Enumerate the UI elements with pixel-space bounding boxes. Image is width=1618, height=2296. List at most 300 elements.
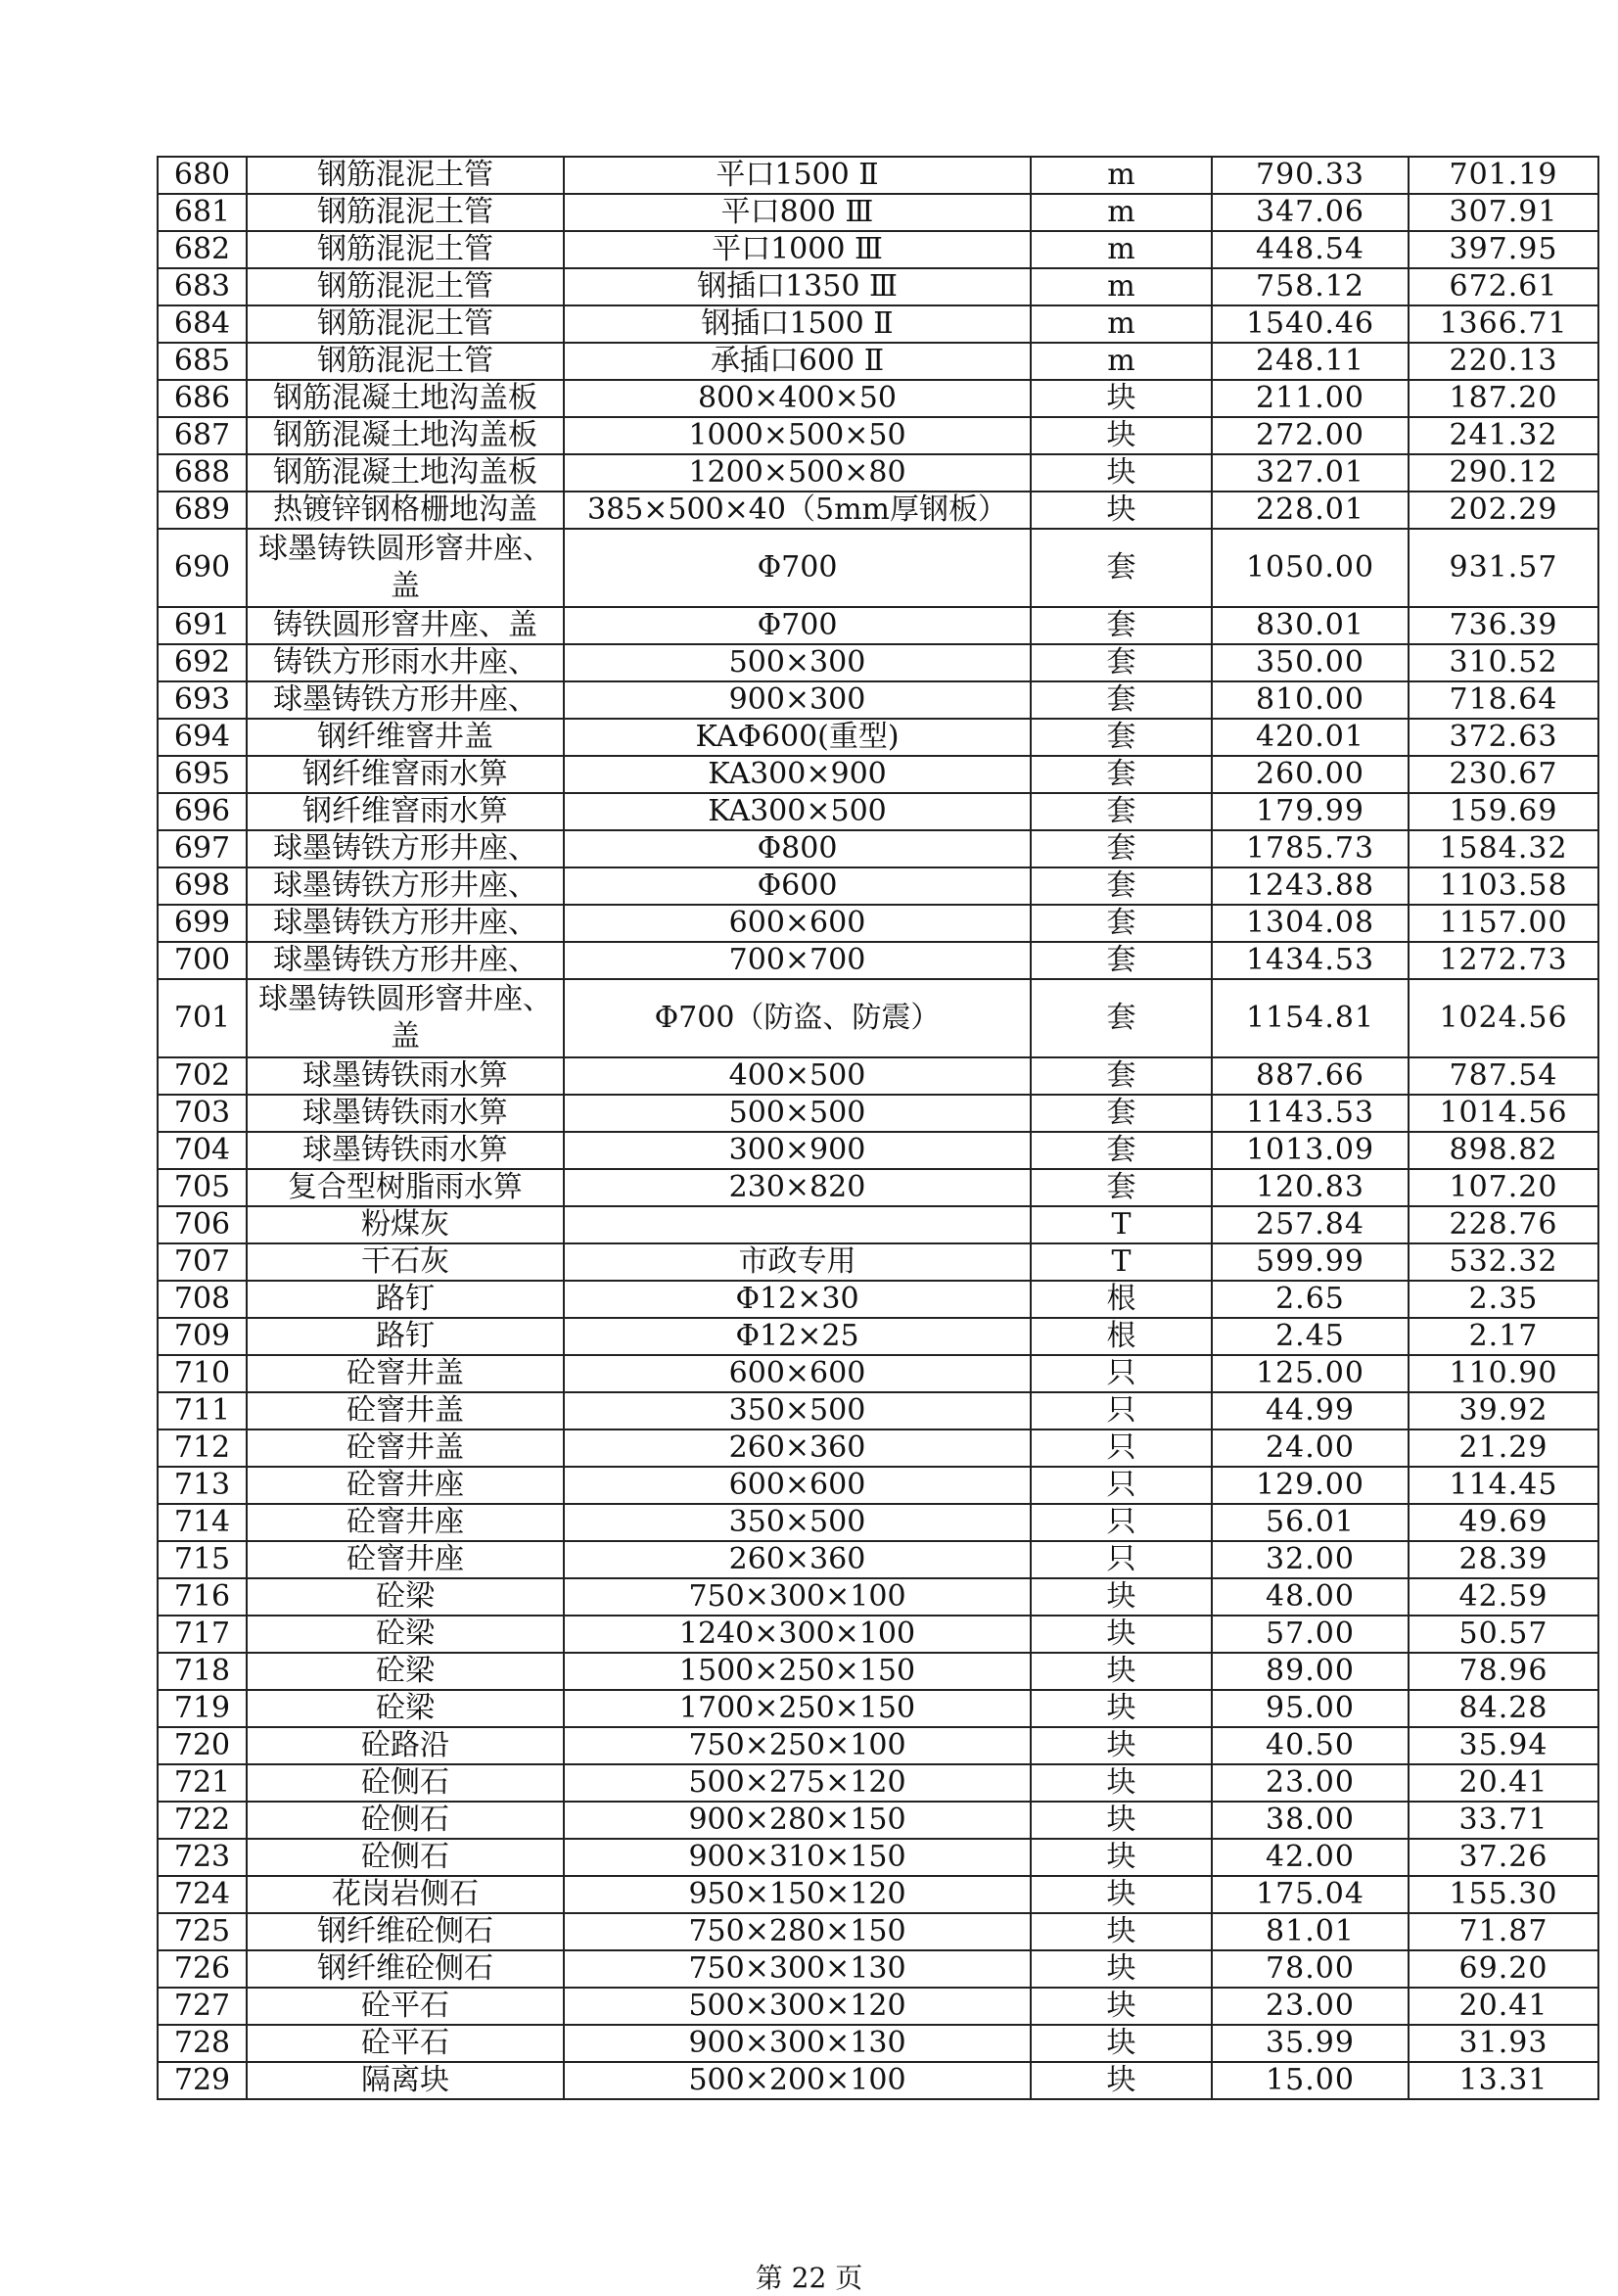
price-2: 78.96 xyxy=(1409,1653,1598,1690)
item-name: 砼梁 xyxy=(247,1690,564,1727)
page-footer xyxy=(0,2257,1618,2296)
price-1: 179.99 xyxy=(1212,793,1409,830)
item-spec: 600×600 xyxy=(564,905,1031,942)
item-spec: Φ600 xyxy=(564,867,1031,905)
item-name: 砼路沿 xyxy=(247,1727,564,1764)
table-row xyxy=(158,417,1598,454)
price-1: 57.00 xyxy=(1212,1616,1409,1653)
item-name: 球墨铸铁雨水箅 xyxy=(247,1132,564,1169)
table-row xyxy=(158,2025,1598,2062)
item-unit: m xyxy=(1031,231,1212,268)
price-2: 397.95 xyxy=(1409,231,1598,268)
table-body xyxy=(158,157,1598,2099)
item-name: 球墨铸铁方形井座、 xyxy=(247,867,564,905)
item-spec: 平口1000 Ⅲ xyxy=(564,231,1031,268)
price-1: 272.00 xyxy=(1212,417,1409,454)
item-spec: Φ700（防盗、防震） xyxy=(564,979,1031,1057)
price-1: 448.54 xyxy=(1212,231,1409,268)
price-2: 69.20 xyxy=(1409,1950,1598,1988)
price-1: 1154.81 xyxy=(1212,979,1409,1057)
item-name: 钢筋混泥土管 xyxy=(247,305,564,343)
item-spec: 700×700 xyxy=(564,942,1031,979)
price-1: 830.01 xyxy=(1212,607,1409,644)
item-unit: 块 xyxy=(1031,1616,1212,1653)
price-2: 787.54 xyxy=(1409,1057,1598,1095)
item-name: 复合型树脂雨水箅 xyxy=(247,1169,564,1206)
table-row xyxy=(158,1950,1598,1988)
price-2: 37.26 xyxy=(1409,1839,1598,1876)
price-1: 420.01 xyxy=(1212,719,1409,756)
item-unit: 块 xyxy=(1031,1988,1212,2025)
table-row xyxy=(158,979,1598,1057)
row-number: 695 xyxy=(158,756,247,793)
item-name: 砼窨井座 xyxy=(247,1467,564,1504)
item-unit: 块 xyxy=(1031,1913,1212,1950)
price-1: 23.00 xyxy=(1212,1988,1409,2025)
item-unit: m xyxy=(1031,194,1212,231)
item-name: 砼梁 xyxy=(247,1616,564,1653)
item-unit: 套 xyxy=(1031,979,1212,1057)
price-1: 35.99 xyxy=(1212,2025,1409,2062)
item-name: 路钉 xyxy=(247,1318,564,1355)
row-number: 727 xyxy=(158,1988,247,2025)
item-unit: 块 xyxy=(1031,1727,1212,1764)
row-number: 707 xyxy=(158,1243,247,1281)
price-1: 1143.53 xyxy=(1212,1095,1409,1132)
item-name: 铸铁方形雨水井座、 xyxy=(247,644,564,681)
item-spec: 400×500 xyxy=(564,1057,1031,1095)
item-name: 砼平石 xyxy=(247,2025,564,2062)
item-spec: Φ12×30 xyxy=(564,1281,1031,1318)
price-2: 1014.56 xyxy=(1409,1095,1598,1132)
item-spec: 385×500×40（5mm厚钢板） xyxy=(564,492,1031,529)
item-unit: 块 xyxy=(1031,1950,1212,1988)
row-number: 687 xyxy=(158,417,247,454)
item-spec: 钢插口1500 Ⅱ xyxy=(564,305,1031,343)
row-number: 723 xyxy=(158,1839,247,1876)
item-spec: KA300×900 xyxy=(564,756,1031,793)
item-spec: 500×300×120 xyxy=(564,1988,1031,2025)
item-spec: 230×820 xyxy=(564,1169,1031,1206)
item-spec: 钢插口1350 Ⅲ xyxy=(564,268,1031,305)
row-number: 716 xyxy=(158,1578,247,1616)
item-unit: 块 xyxy=(1031,1764,1212,1802)
item-unit: 根 xyxy=(1031,1318,1212,1355)
price-1: 887.66 xyxy=(1212,1057,1409,1095)
table-row xyxy=(158,1690,1598,1727)
price-2: 241.32 xyxy=(1409,417,1598,454)
table-row xyxy=(158,1802,1598,1839)
row-number: 713 xyxy=(158,1467,247,1504)
price-2: 49.69 xyxy=(1409,1504,1598,1541)
price-1: 125.00 xyxy=(1212,1355,1409,1392)
item-name: 球墨铸铁方形井座、 xyxy=(247,681,564,719)
row-number: 681 xyxy=(158,194,247,231)
item-name: 花岗岩侧石 xyxy=(247,1876,564,1913)
item-spec: 750×300×130 xyxy=(564,1950,1031,1988)
item-spec: Φ800 xyxy=(564,830,1031,867)
table-row xyxy=(158,1169,1598,1206)
item-unit: m xyxy=(1031,343,1212,380)
item-name: 砼窨井座 xyxy=(247,1504,564,1541)
price-2: 114.45 xyxy=(1409,1467,1598,1504)
item-spec: 平口1500 Ⅱ xyxy=(564,157,1031,194)
price-1: 257.84 xyxy=(1212,1206,1409,1243)
table-row xyxy=(158,793,1598,830)
price-1: 810.00 xyxy=(1212,681,1409,719)
item-unit: T xyxy=(1031,1206,1212,1243)
item-spec: Φ700 xyxy=(564,607,1031,644)
row-number: 714 xyxy=(158,1504,247,1541)
price-2: 35.94 xyxy=(1409,1727,1598,1764)
item-unit: 块 xyxy=(1031,1690,1212,1727)
item-unit: 套 xyxy=(1031,1095,1212,1132)
price-2: 31.93 xyxy=(1409,2025,1598,2062)
item-name: 球墨铸铁圆形窨井座、盖 xyxy=(247,529,564,607)
row-number: 683 xyxy=(158,268,247,305)
item-name: 球墨铸铁方形井座、 xyxy=(247,830,564,867)
price-2: 1366.71 xyxy=(1409,305,1598,343)
table-row xyxy=(158,719,1598,756)
table-row xyxy=(158,1727,1598,1764)
item-unit: 套 xyxy=(1031,1057,1212,1095)
row-number: 719 xyxy=(158,1690,247,1727)
item-name: 钢纤维窨雨水箅 xyxy=(247,793,564,830)
row-number: 694 xyxy=(158,719,247,756)
row-number: 720 xyxy=(158,1727,247,1764)
price-2: 307.91 xyxy=(1409,194,1598,231)
item-name: 粉煤灰 xyxy=(247,1206,564,1243)
row-number: 726 xyxy=(158,1950,247,1988)
price-1: 40.50 xyxy=(1212,1727,1409,1764)
item-unit: m xyxy=(1031,305,1212,343)
price-1: 38.00 xyxy=(1212,1802,1409,1839)
row-number: 710 xyxy=(158,1355,247,1392)
item-unit: 只 xyxy=(1031,1504,1212,1541)
item-spec: 500×300 xyxy=(564,644,1031,681)
row-number: 703 xyxy=(158,1095,247,1132)
row-number: 701 xyxy=(158,979,247,1057)
item-unit: 套 xyxy=(1031,681,1212,719)
price-1: 48.00 xyxy=(1212,1578,1409,1616)
item-spec: 260×360 xyxy=(564,1429,1031,1467)
price-1: 24.00 xyxy=(1212,1429,1409,1467)
item-spec: 1000×500×50 xyxy=(564,417,1031,454)
table-row xyxy=(158,830,1598,867)
item-unit: 套 xyxy=(1031,942,1212,979)
price-1: 1434.53 xyxy=(1212,942,1409,979)
price-1: 1304.08 xyxy=(1212,905,1409,942)
item-spec: 市政专用 xyxy=(564,1243,1031,1281)
row-number: 697 xyxy=(158,830,247,867)
item-unit: 套 xyxy=(1031,793,1212,830)
price-2: 20.41 xyxy=(1409,1764,1598,1802)
item-name: 砼梁 xyxy=(247,1653,564,1690)
item-spec: 350×500 xyxy=(564,1504,1031,1541)
table-row xyxy=(158,1355,1598,1392)
item-name: 球墨铸铁方形井座、 xyxy=(247,905,564,942)
row-number: 684 xyxy=(158,305,247,343)
item-name: 热镀锌钢格栅地沟盖 xyxy=(247,492,564,529)
price-2: 310.52 xyxy=(1409,644,1598,681)
item-name: 砼窨井座 xyxy=(247,1541,564,1578)
table-row xyxy=(158,231,1598,268)
item-name: 砼侧石 xyxy=(247,1764,564,1802)
page-number: 22 xyxy=(791,2262,827,2294)
table-row xyxy=(158,194,1598,231)
item-unit: 套 xyxy=(1031,756,1212,793)
price-1: 175.04 xyxy=(1212,1876,1409,1913)
row-number: 721 xyxy=(158,1764,247,1802)
table-row xyxy=(158,1243,1598,1281)
item-spec: 350×500 xyxy=(564,1392,1031,1429)
item-name: 球墨铸铁圆形窨井座、盖 xyxy=(247,979,564,1057)
price-1: 790.33 xyxy=(1212,157,1409,194)
price-1: 758.12 xyxy=(1212,268,1409,305)
row-number: 700 xyxy=(158,942,247,979)
price-1: 599.99 xyxy=(1212,1243,1409,1281)
item-name: 铸铁圆形窨井座、盖 xyxy=(247,607,564,644)
row-number: 691 xyxy=(158,607,247,644)
price-2: 228.76 xyxy=(1409,1206,1598,1243)
table-row xyxy=(158,1913,1598,1950)
table-row xyxy=(158,529,1598,607)
price-1: 120.83 xyxy=(1212,1169,1409,1206)
item-name: 钢筋混泥土管 xyxy=(247,231,564,268)
price-2: 718.64 xyxy=(1409,681,1598,719)
page-number-suffix: 页 xyxy=(835,2262,863,2294)
price-2: 372.63 xyxy=(1409,719,1598,756)
table-row xyxy=(158,1578,1598,1616)
table-row xyxy=(158,1839,1598,1876)
price-2: 931.57 xyxy=(1409,529,1598,607)
price-1: 129.00 xyxy=(1212,1467,1409,1504)
row-number: 693 xyxy=(158,681,247,719)
row-number: 729 xyxy=(158,2062,247,2099)
item-name: 砼窨井盖 xyxy=(247,1429,564,1467)
table-row xyxy=(158,492,1598,529)
price-1: 15.00 xyxy=(1212,2062,1409,2099)
item-unit: 只 xyxy=(1031,1467,1212,1504)
price-2: 230.67 xyxy=(1409,756,1598,793)
item-name: 钢纤维窨雨水箅 xyxy=(247,756,564,793)
item-spec: 500×200×100 xyxy=(564,2062,1031,2099)
item-unit: 套 xyxy=(1031,1169,1212,1206)
item-name: 钢筋混凝土地沟盖板 xyxy=(247,454,564,492)
item-spec: 750×280×150 xyxy=(564,1913,1031,1950)
item-unit: 块 xyxy=(1031,2025,1212,2062)
item-unit: 只 xyxy=(1031,1429,1212,1467)
item-spec: 1240×300×100 xyxy=(564,1616,1031,1653)
price-2: 84.28 xyxy=(1409,1690,1598,1727)
price-table xyxy=(157,156,1599,2100)
item-unit: m xyxy=(1031,157,1212,194)
item-name: 砼窨井盖 xyxy=(247,1355,564,1392)
price-1: 1013.09 xyxy=(1212,1132,1409,1169)
table-row xyxy=(158,268,1598,305)
table-row xyxy=(158,644,1598,681)
item-spec: KAΦ600(重型) xyxy=(564,719,1031,756)
item-spec: 500×275×120 xyxy=(564,1764,1031,1802)
item-unit: 块 xyxy=(1031,417,1212,454)
item-name: 钢纤维砼侧石 xyxy=(247,1913,564,1950)
price-2: 13.31 xyxy=(1409,2062,1598,2099)
price-1: 1785.73 xyxy=(1212,830,1409,867)
table-row xyxy=(158,1467,1598,1504)
price-2: 187.20 xyxy=(1409,380,1598,417)
price-2: 220.13 xyxy=(1409,343,1598,380)
item-spec: 500×500 xyxy=(564,1095,1031,1132)
item-spec: 750×300×100 xyxy=(564,1578,1031,1616)
item-name: 干石灰 xyxy=(247,1243,564,1281)
row-number: 709 xyxy=(158,1318,247,1355)
price-2: 71.87 xyxy=(1409,1913,1598,1950)
item-unit: 套 xyxy=(1031,719,1212,756)
item-unit: m xyxy=(1031,268,1212,305)
item-unit: 套 xyxy=(1031,867,1212,905)
price-1: 42.00 xyxy=(1212,1839,1409,1876)
row-number: 692 xyxy=(158,644,247,681)
row-number: 685 xyxy=(158,343,247,380)
item-name: 钢筋混泥土管 xyxy=(247,194,564,231)
table-row xyxy=(158,454,1598,492)
table-row xyxy=(158,1429,1598,1467)
item-unit: 块 xyxy=(1031,1839,1212,1876)
row-number: 712 xyxy=(158,1429,247,1467)
item-unit: 套 xyxy=(1031,1132,1212,1169)
price-1: 23.00 xyxy=(1212,1764,1409,1802)
item-unit: 套 xyxy=(1031,607,1212,644)
price-2: 202.29 xyxy=(1409,492,1598,529)
item-spec: Φ700 xyxy=(564,529,1031,607)
item-spec xyxy=(564,1206,1031,1243)
price-2: 898.82 xyxy=(1409,1132,1598,1169)
item-spec: 800×400×50 xyxy=(564,380,1031,417)
item-unit: 块 xyxy=(1031,1802,1212,1839)
price-2: 2.35 xyxy=(1409,1281,1598,1318)
table-row xyxy=(158,607,1598,644)
item-unit: 套 xyxy=(1031,644,1212,681)
item-name: 钢筋混泥土管 xyxy=(247,157,564,194)
row-number: 680 xyxy=(158,157,247,194)
item-unit: 块 xyxy=(1031,492,1212,529)
price-2: 28.39 xyxy=(1409,1541,1598,1578)
item-unit: 块 xyxy=(1031,1876,1212,1913)
price-1: 1243.88 xyxy=(1212,867,1409,905)
item-name: 球墨铸铁雨水箅 xyxy=(247,1057,564,1095)
table-row xyxy=(158,1988,1598,2025)
row-number: 706 xyxy=(158,1206,247,1243)
row-number: 728 xyxy=(158,2025,247,2062)
item-name: 钢筋混凝土地沟盖板 xyxy=(247,417,564,454)
item-spec: 1500×250×150 xyxy=(564,1653,1031,1690)
item-name: 钢筋混凝土地沟盖板 xyxy=(247,380,564,417)
price-2: 50.57 xyxy=(1409,1616,1598,1653)
row-number: 690 xyxy=(158,529,247,607)
row-number: 688 xyxy=(158,454,247,492)
price-2: 159.69 xyxy=(1409,793,1598,830)
price-2: 1584.32 xyxy=(1409,830,1598,867)
price-1: 81.01 xyxy=(1212,1913,1409,1950)
table-row xyxy=(158,905,1598,942)
row-number: 722 xyxy=(158,1802,247,1839)
item-unit: 只 xyxy=(1031,1355,1212,1392)
table-row xyxy=(158,2062,1598,2099)
item-spec: 950×150×120 xyxy=(564,1876,1031,1913)
item-name: 钢筋混泥土管 xyxy=(247,343,564,380)
row-number: 682 xyxy=(158,231,247,268)
item-name: 钢筋混泥土管 xyxy=(247,268,564,305)
table-row xyxy=(158,1764,1598,1802)
price-1: 32.00 xyxy=(1212,1541,1409,1578)
price-2: 1103.58 xyxy=(1409,867,1598,905)
price-2: 110.90 xyxy=(1409,1355,1598,1392)
row-number: 717 xyxy=(158,1616,247,1653)
table-row xyxy=(158,942,1598,979)
item-spec: 900×310×150 xyxy=(564,1839,1031,1876)
price-1: 2.65 xyxy=(1212,1281,1409,1318)
table-row xyxy=(158,343,1598,380)
item-name: 钢纤维砼侧石 xyxy=(247,1950,564,1988)
row-number: 705 xyxy=(158,1169,247,1206)
table-row xyxy=(158,1876,1598,1913)
price-2: 2.17 xyxy=(1409,1318,1598,1355)
item-spec: 300×900 xyxy=(564,1132,1031,1169)
row-number: 724 xyxy=(158,1876,247,1913)
item-name: 钢纤维窨井盖 xyxy=(247,719,564,756)
row-number: 725 xyxy=(158,1913,247,1950)
price-1: 1540.46 xyxy=(1212,305,1409,343)
item-unit: 块 xyxy=(1031,380,1212,417)
table-row xyxy=(158,1281,1598,1318)
page-number-prefix: 第 xyxy=(755,2262,783,2294)
item-unit: 根 xyxy=(1031,1281,1212,1318)
price-2: 21.29 xyxy=(1409,1429,1598,1467)
item-name: 砼平石 xyxy=(247,1988,564,2025)
price-1: 211.00 xyxy=(1212,380,1409,417)
item-name: 砼侧石 xyxy=(247,1839,564,1876)
price-1: 1050.00 xyxy=(1212,529,1409,607)
table-row xyxy=(158,157,1598,194)
item-unit: 块 xyxy=(1031,2062,1212,2099)
table-row xyxy=(158,1095,1598,1132)
price-1: 350.00 xyxy=(1212,644,1409,681)
item-unit: 套 xyxy=(1031,905,1212,942)
item-spec: 1200×500×80 xyxy=(564,454,1031,492)
table-row xyxy=(158,1206,1598,1243)
item-name: 砼窨井盖 xyxy=(247,1392,564,1429)
item-unit: 块 xyxy=(1031,1653,1212,1690)
row-number: 702 xyxy=(158,1057,247,1095)
item-unit: 块 xyxy=(1031,454,1212,492)
item-spec: 900×300×130 xyxy=(564,2025,1031,2062)
item-name: 砼侧石 xyxy=(247,1802,564,1839)
table-row xyxy=(158,756,1598,793)
item-spec: 900×300 xyxy=(564,681,1031,719)
item-name: 球墨铸铁雨水箅 xyxy=(247,1095,564,1132)
row-number: 686 xyxy=(158,380,247,417)
price-1: 89.00 xyxy=(1212,1653,1409,1690)
item-spec: 900×280×150 xyxy=(564,1802,1031,1839)
row-number: 711 xyxy=(158,1392,247,1429)
row-number: 718 xyxy=(158,1653,247,1690)
price-2: 1272.73 xyxy=(1409,942,1598,979)
item-spec: 1700×250×150 xyxy=(564,1690,1031,1727)
item-spec: KA300×500 xyxy=(564,793,1031,830)
price-1: 347.06 xyxy=(1212,194,1409,231)
row-number: 708 xyxy=(158,1281,247,1318)
row-number: 699 xyxy=(158,905,247,942)
